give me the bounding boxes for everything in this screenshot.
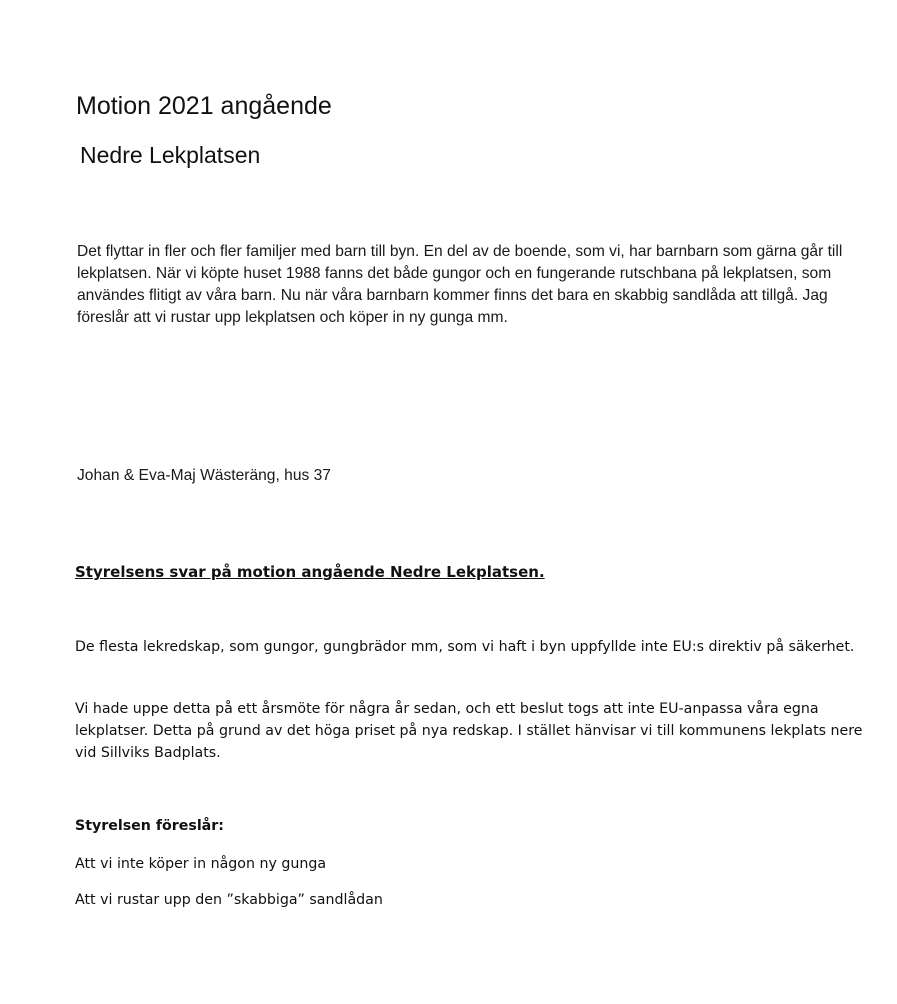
motion-title: Motion 2021 angående <box>76 92 332 120</box>
board-answer-paragraph: Vi hade uppe detta på ett årsmöte för några år sedan, och ett beslut togs att inte EU-anpassa våra egna lekplatser. Detta på grund av det höga priset på nya redskap. I stället hänvisar vi till kommunens lekplats nere vid Sillviks Badplats. <box>75 701 863 761</box>
motion-subtitle: Nedre Lekplatsen <box>80 142 261 168</box>
board-answer-paragraph: De flesta lekredskap, som gungor, gungbrädor mm, som vi haft i byn uppfyllde inte EU:s direktiv på säkerhet. <box>75 639 855 655</box>
board-answer-heading: Styrelsens svar på motion angående Nedre Lekplatsen. <box>75 563 545 581</box>
proposal-heading: Styrelsen föreslår: <box>75 818 224 834</box>
proposal-item: Att vi inte köper in någon ny gunga <box>75 856 327 872</box>
proposal-item: Att vi rustar upp den ”skabbiga” sandlådan <box>75 892 383 908</box>
motion-signature: Johan & Eva-Maj Wästeräng, hus 37 <box>77 467 331 484</box>
motion-body: Det flyttar in fler och fler familjer med barn till byn. En del av de boende, som vi, har barnbarn som gärna går till lekplatsen. När vi köpte huset 1988 fanns det både gungor och en fungerande rutschbana på lekplatsen, som användes flitigt av våra barn. Nu när våra barnbarn kommer finns det bara en skabbig sandlåda att tillgå. Jag föreslår att vi rustar upp lekplatsen och köper in ny gunga mm. <box>77 243 843 326</box>
